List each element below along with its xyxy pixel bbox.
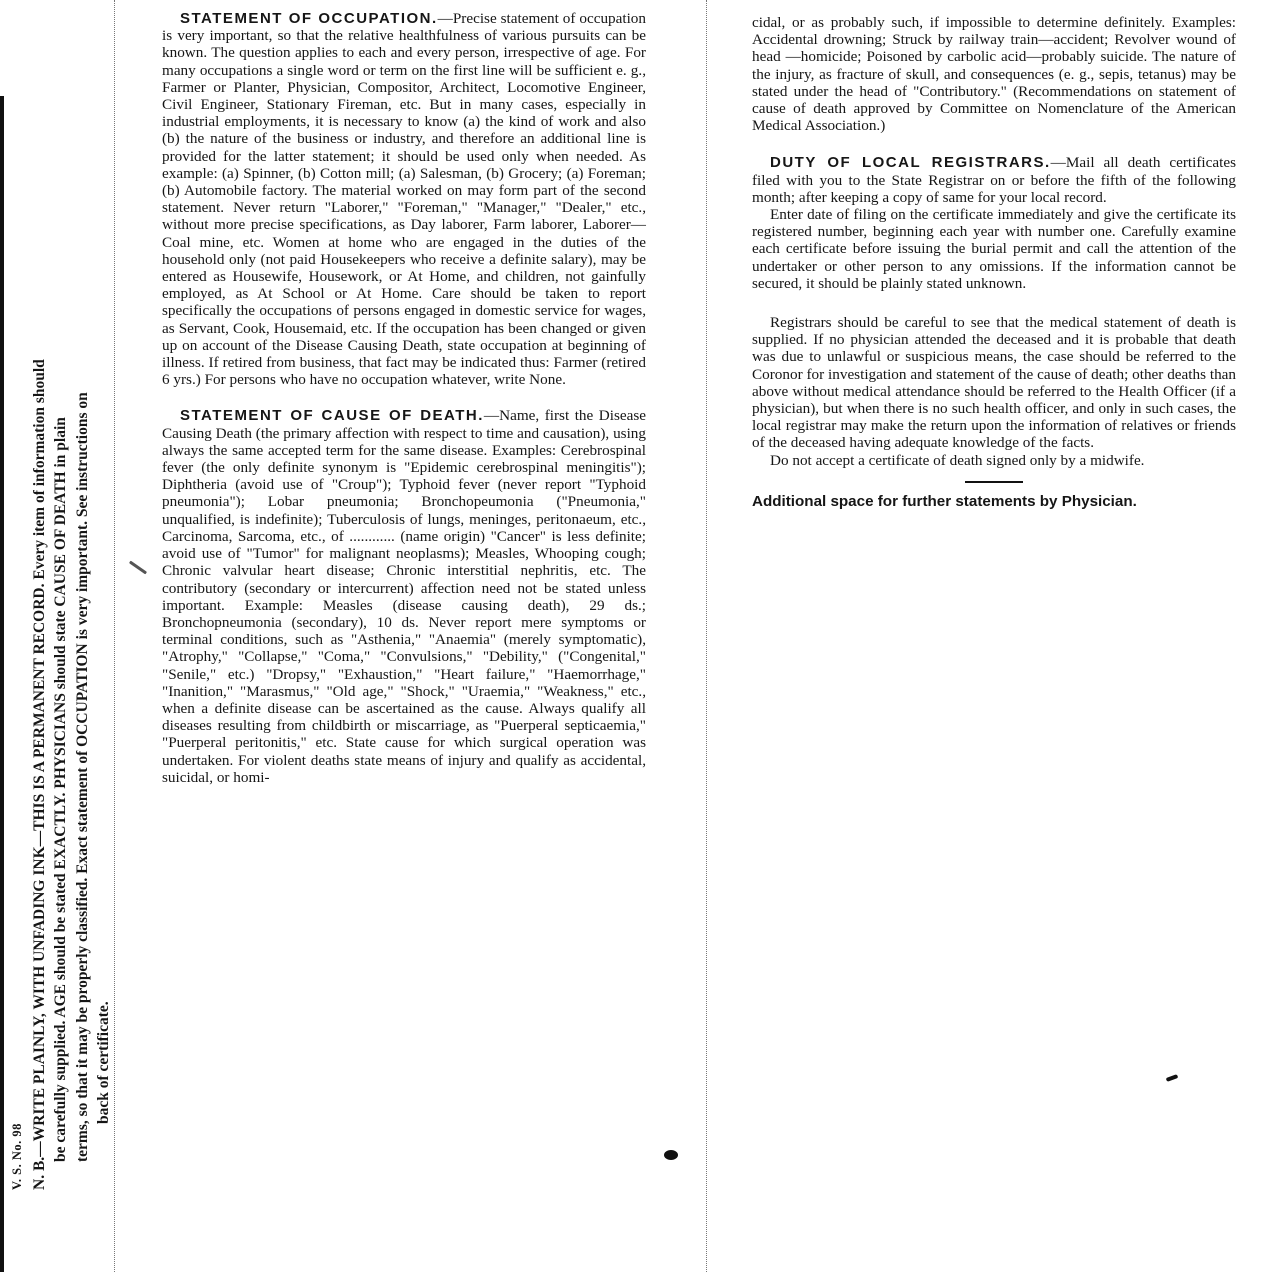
- ink-speck: [664, 1150, 678, 1160]
- side-line-5: back of certificate.: [95, 1001, 112, 1124]
- occupation-heading: STATEMENT OF OCCUPATION.: [180, 10, 438, 27]
- cause-text: —Name, first the Disease Causing Death (the primary affection with respect to time and causation), using always the same accepted term for the same disease. Examples: Cerebrospinal fever (the only definite synonym is "Epidemic cerebrospinal meningitis"); Diphtheria (avoid use of "Croup"); Typhoid fever (never report "Typhoid pneumonia"); Lobar pneumonia; Bronchopeumonia ("Pneumonia," unqualified, is indefinite); Tuberculosis of lungs, meninges, peritonaeum, etc., Carcinoma, Sarcoma, etc., of ............ (name origin) "Cancer" is less definite; avoid use of "Tumor" for malignant neoplasms); Measles, Whooping cough; Chronic valvular heart disease; Chronic interstitial nephritis, etc. The contributory (secondary or intercurrent) affection need not be stated unless important. Example: Measles (disease causing death), 29 ds.; Bronchopneumonia (secondary), 10 ds. Never report mere symptoms or terminal conditions, such as "Asthenia," "Anaemia" (merely symptomatic), "Atrophy," "Collapse," "Coma," "Convulsions," "Debility," ("Congenital," "Senile," etc.) "Dropsy," "Exhaustion," "Heart failure," "Haemorrhage," "Inanition," "Marasmus," "Old age," "Shock," "Uraemia," "Weakness," etc., when a definite disease can be ascertained as the cause. Always qualify all diseases resulting from childbirth or miscarriage, as "Puerperal septicaemia," "Puerperal peritonitis," etc. State cause for which surgical operation was undertaken. For violent deaths state means of injury and qualify as accidental, suicidal, or homi-: [162, 407, 646, 786]
- left-column: [162, 10, 646, 786]
- medical-paragraph: Registrars should be careful to see that the medical statement of death is supplied. If no physician attended the deceased and it is probable that death was due to unlawful or suspicious means, the case should be referred to the Coronor for investigation and statement of the cause of death; other deaths than above without medical attendance should be referred to the Health Officer (if a physician), but when there is no such health officer, and only in such cases, the local registrar may make the return upon the information of relatives or friends of the deceased having adequate knowledge of the facts.: [752, 314, 1236, 452]
- side-line-1: [6, 90, 29, 1190]
- side-notice-strip: [0, 0, 110, 1272]
- ink-mark: [1166, 1074, 1179, 1082]
- cause-heading: STATEMENT OF CAUSE OF DEATH.: [180, 407, 484, 425]
- occupation-text: —Precise statement of occupation is very important, so that the relative healthfulness of various pursuits can be known. The question applies to each and every person, irrespective of age. For many occupations a single word or term on the first line will be sufficient e. g., Farmer or Planter, Physician, Compositor, Architect, Locomotive Engineer, Civil Engineer, Stationary Fireman, etc. But in many cases, especially in industrial employments, it is necessary to know (a) the kind of work and also (b) the nature of the business or industry, and therefore an additional line is provided for the latter statement; it should be used only when needed. As example: (a) Spinner, (b) Cotton mill; (a) Salesman, (b) Grocery; (a) Foreman; (b) Automobile factory. The material worked on may form part of the second statement. Never return "Laborer," "Foreman," "Manager," "Dealer," etc., without more precise specifications, as Day laborer, Farm laborer, Laborer—Coal mine, etc. Women at home who are engaged in the duties of the household only (not paid Housekeepers who receive a definite salary), may be entered as Housewife, Housework, or At Home, and children, not gainfully employed, as At School or At Home. Care should be taken to report specifically the occupations of persons engaged in domestic service for wages, as Servant, Cook, Housemaid, etc. If the occupation has been changed or given up on account of the Disease Causing Death, state occupation at beginning of illness. If retired from business, that fact may be indicated thus: Farmer (retired 6 yrs.) For persons who have no occupation whatever, write None.: [162, 10, 646, 389]
- section-divider: [965, 481, 1023, 483]
- side-line-4: terms, so that it may be properly classified. Exact statement of OCCUPATION is very important. See instructions on: [73, 392, 91, 1162]
- midwife-paragraph: Do not accept a certificate of death signed only by a midwife.: [770, 451, 1145, 469]
- additional-space-label: Additional space for further statements by Physician.: [752, 492, 1137, 510]
- side-line-3: be carefully supplied. AGE should be stated EXACTLY. PHYSICIANS should state CAUSE OF DEATH in plain: [52, 417, 69, 1162]
- occupation-paragraph: [162, 10, 646, 388]
- fold-line-left: [114, 0, 115, 1272]
- pencil-mark: [129, 561, 147, 575]
- form-number: V. S. No. 98: [10, 1123, 24, 1190]
- right-column: [752, 14, 1236, 510]
- registrars-text: —Mail all death certificates filed with you to the State Registrar on or before the fifth of the following month; after keeping a copy of same for your local record.: [752, 154, 1236, 206]
- cause-paragraph: [162, 407, 646, 785]
- filing-paragraph: Enter date of filing on the certificate immediately and give the certificate its registered number, beginning each year with number one. Carefully examine each certificate before issuing the burial permit and call the attention of the undertaker or other person to any omissions. If the information cannot be secured, it should be plainly stated unknown.: [752, 206, 1236, 292]
- registrars-heading: DUTY OF LOCAL REGISTRARS.: [770, 154, 1051, 172]
- registrars-paragraph: [752, 154, 1236, 206]
- side-notice-text: [6, 90, 116, 1190]
- fold-line-center: [706, 0, 707, 1272]
- cause-continued: cidal, or as probably such, if impossible to determine definitely. Examples: Accidental drowning; Struck by railway train—accident; Revolver wound of head —homicide; Poisoned by carbolic acid—probably suicide. The nature of the injury, as fracture of skull, and consequences (e. g., sepis, tetanus) may be stated under the head of "Contributory." (Recommendations on statement of cause of death approved by Committee on Nomenclature of the American Medical Association.): [752, 14, 1236, 135]
- side-line-2: N. B.—WRITE PLAINLY, WITH UNFADING INK—THIS IS A PERMANENT RECORD. Every item of information should: [30, 359, 48, 1190]
